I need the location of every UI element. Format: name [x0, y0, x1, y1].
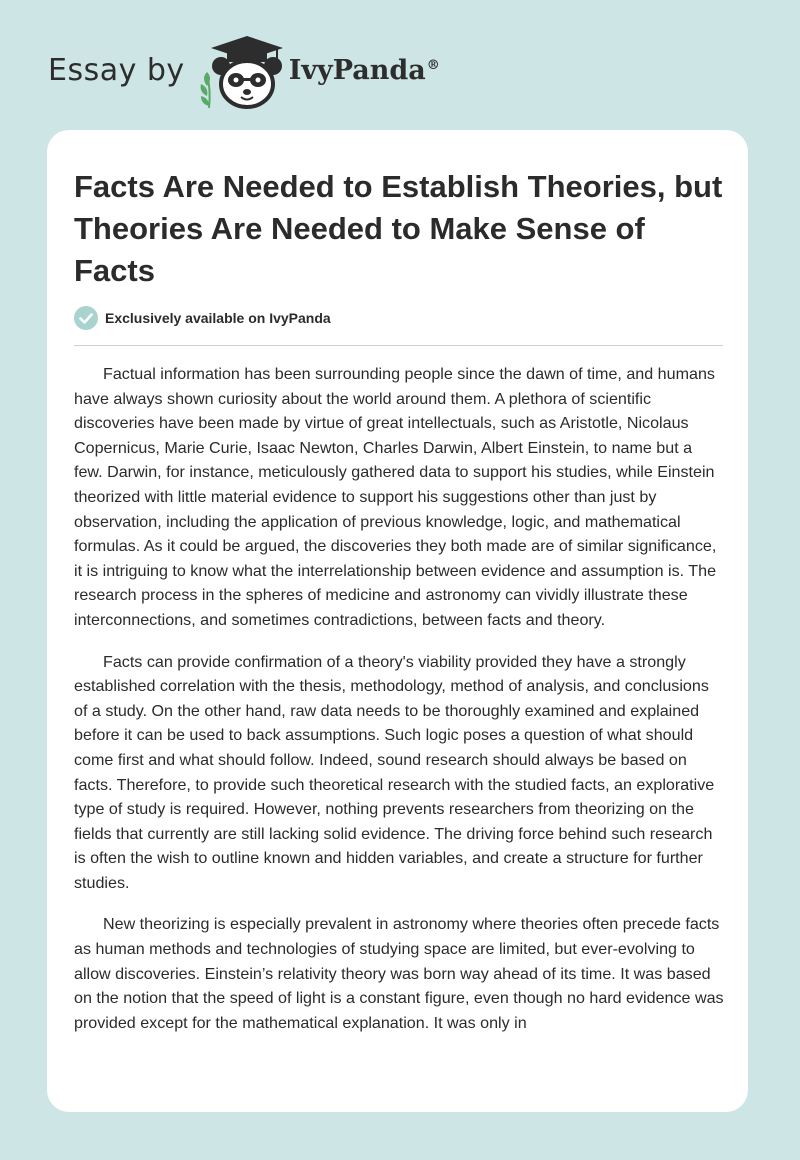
site-header	[48, 30, 440, 110]
essay-body	[74, 362, 724, 1052]
panda-graduate-icon[interactable]	[197, 30, 283, 110]
essay-by-label: Essay by	[48, 52, 185, 88]
check-circle-icon	[74, 306, 98, 330]
exclusive-badge-label: Exclusively available on IvyPanda	[105, 310, 331, 326]
registered-mark: ®	[426, 57, 440, 73]
essay-card	[47, 130, 748, 1112]
paragraph: New theorizing is especially prevalent in astronomy where theories often precede facts as human methods and technologies of studying space are limited, but ever-evolving to allow discoveries. Einstein’s relativity theory was born way ahead of its time. It was based on the notion that the speed of light is a constant figure, even though no hard evidence was provided except for the mathematical explanation. It was only in	[74, 915, 724, 1032]
paragraph: Facts can provide confirmation of a theory's viability provided they have a strongly established correlation with the thesis, methodology, method of analysis, and conclusions of a study. On the other hand, raw data needs to be thoroughly examined and explained before it can be used to back assumptions. Such logic poses a question of what should come first and what should follow. Indeed, sound research should always be based on facts. Therefore, to provide such theoretical research with the studied facts, an explorative type of study is required. However, nothing prevents researchers from theorizing on the fields that currently are still lacking solid evidence. The driving force behind such research is often the wish to outline known and hidden variables, and create a structure for further studies.	[74, 652, 715, 892]
divider	[74, 345, 723, 346]
exclusive-badge	[74, 306, 331, 330]
page-title: Facts Are Needed to Establish Theories, but Theories Are Needed to Make Sense of Facts	[74, 169, 723, 288]
paragraph: Factual information has been surrounding people since the dawn of time, and humans have always shown curiosity about the world around them. A plethora of scientific discoveries have been made by virtue of great intellectuals, such as Aristotle, Nicolaus Copernicus, Marie Curie, Isaac Newton, Charles Darwin, Albert Einstein, to name but a few. Darwin, for instance, meticulously gathered data to support his studies, while Einstein theorized with little material evidence to support his suggestions other than just by observation, including the application of previous knowledge, logic, and mathematical formulas. As it could be argued, the discoveries they both made are of similar significance, it is intriguing to know what the interrelationship between evidence and assumption is. The research process in the spheres of medicine and astronomy can vividly illustrate these interconnections, and sometimes contradictions, between facts and theory.	[74, 365, 717, 629]
brand-name[interactable]: IvyPanda®	[288, 54, 440, 86]
